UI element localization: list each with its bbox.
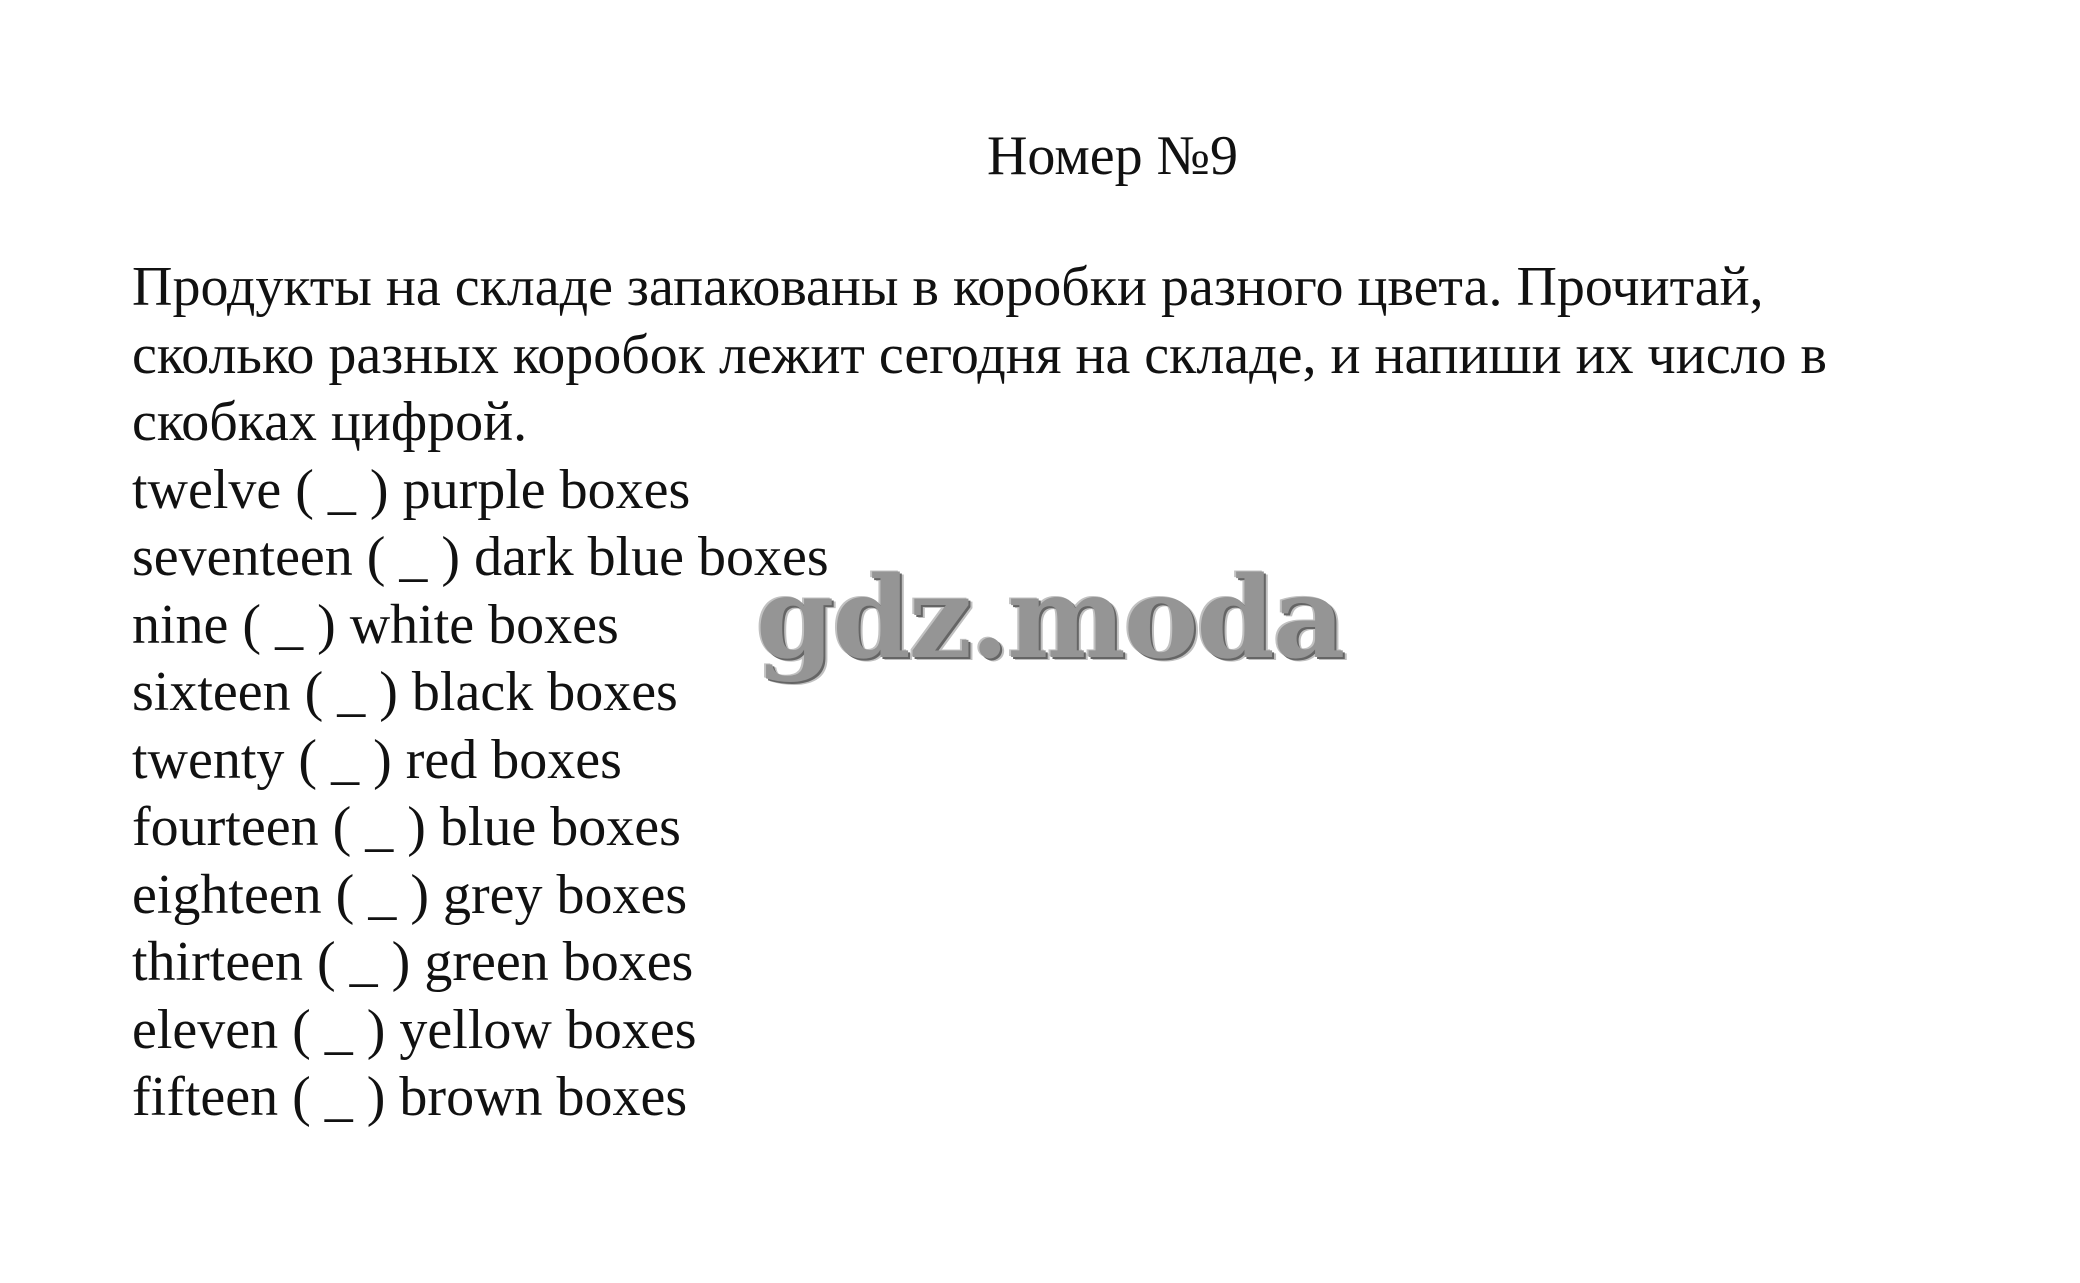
list-item: thirteen ( _ ) green boxes	[132, 931, 694, 993]
watermark-logo: gdz.moda	[756, 553, 1344, 684]
list-item: eleven ( _ ) yellow boxes	[132, 998, 697, 1061]
list-item: fifteen ( _ ) brown boxes	[132, 1066, 688, 1128]
list-item: fourteen ( _ ) blue boxes	[132, 796, 681, 858]
list-item: eighteen ( _ ) grey boxes	[132, 863, 688, 926]
list-item: nine ( _ ) white boxes	[132, 593, 619, 656]
instruction-line: скобках цифрой.	[132, 391, 528, 453]
list-item: seventeen ( _ ) dark blue boxes	[132, 526, 829, 588]
exercise-body	[132, 254, 2012, 1132]
instruction-line: сколько разных коробок лежит сегодня на складе, и напиши их число в	[132, 323, 1827, 386]
exercise-title: Номер №9	[986, 125, 1239, 187]
instruction-line: Продукты на складе запакованы в коробки разного цвета. Прочитай,	[132, 256, 1764, 318]
task-instruction	[132, 254, 2012, 457]
list-item: twelve ( _ ) purple boxes	[132, 458, 691, 521]
list-item: twenty ( _ ) red boxes	[132, 728, 622, 791]
list-item: sixteen ( _ ) black boxes	[132, 661, 678, 723]
